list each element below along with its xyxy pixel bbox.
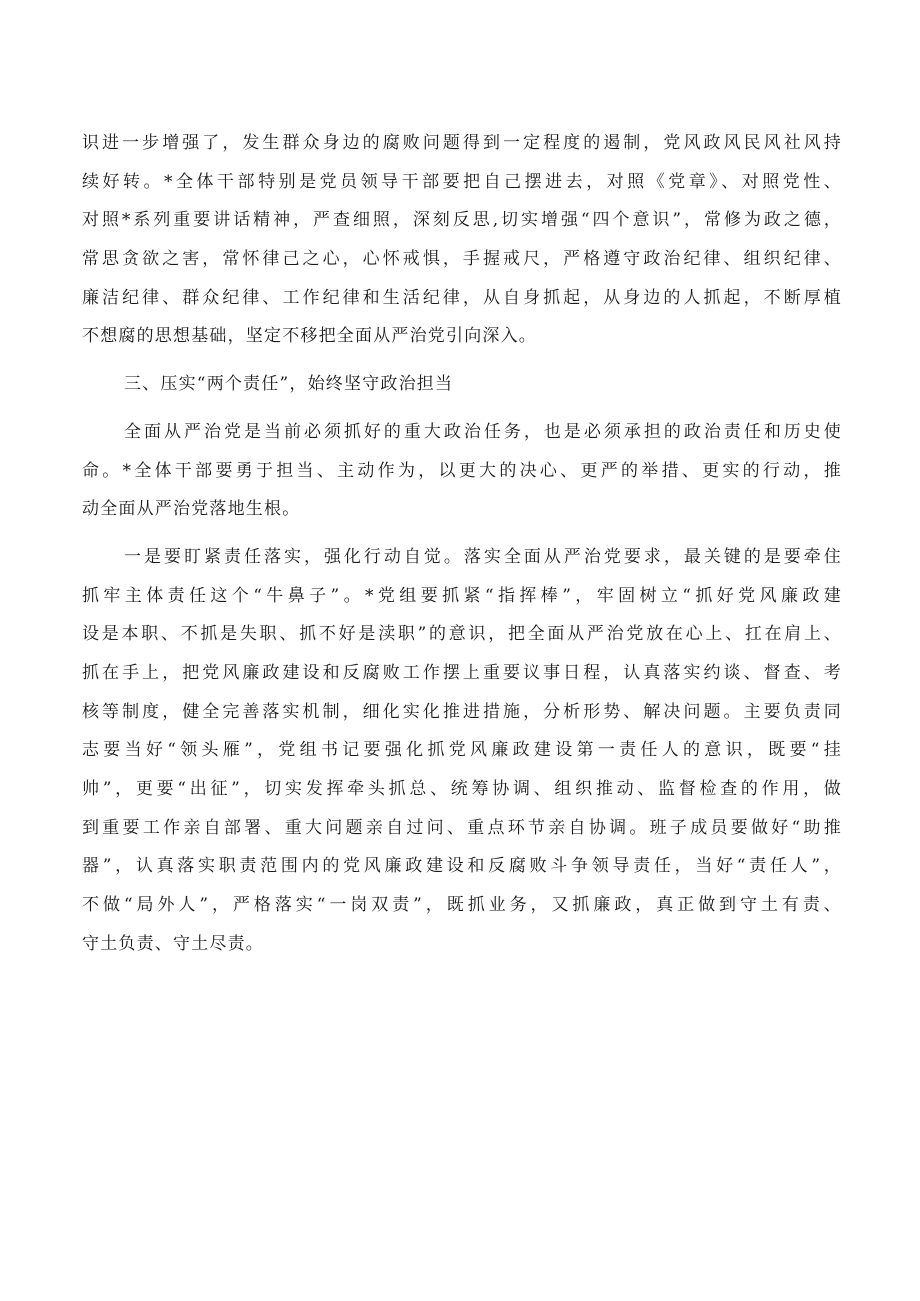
- paragraph: [82, 538, 842, 964]
- text-line: 一是要盯紧责任落实，强化行动自觉。落实全面从严治党要求，最关键的是要牵住: [124, 546, 842, 567]
- text-line: 命。*全体干部要勇于担当、主动作为，以更大的决心、更严的举措、更实的行动，推: [82, 460, 842, 481]
- text-line: 抓牢主体责任这个“牛鼻子”。*党组要抓紧“指挥棒”，牢固树立“抓好党风廉政建: [82, 585, 842, 606]
- text-line: 全面从严治党是当前必须抓好的重大政治任务，也是必须承担的政治责任和历史使: [124, 421, 842, 442]
- text-line: 不做“局外人”，严格落实“一岗双责”，既抓业务，又抓廉政，真正做到守土有责、: [82, 895, 842, 916]
- text-line: 廉洁纪律、群众纪律、工作纪律和生活纪律，从自身抓起，从身边的人抓起，不断厚植: [82, 287, 842, 308]
- text-line: 动全面从严治党落地生根。: [82, 499, 301, 520]
- text-line: 常思贪欲之害，常怀律己之心，心怀戒惧，手握戒尺，严格遵守政治纪律、组织纪律、: [82, 249, 842, 270]
- text-line: 设是本职、不抓是失职、抓不好是渎职”的意识，把全面从严治党放在心上、扛在肩上、: [82, 624, 842, 645]
- text-line: 对照*系列重要讲话精神，严查细照，深刻反思,切实增强“四个意识”，常修为政之德，: [82, 210, 842, 231]
- paragraph: [82, 124, 842, 356]
- text-line: 器”，认真落实职责范围内的党风廉政建设和反腐败斗争领导责任，当好“责任人”，: [82, 856, 842, 877]
- text-line: 帅”，更要“出征”，切实发挥牵头抓总、统筹协调、组织推动、监督检查的作用，做: [82, 779, 842, 799]
- text-line: 志要当好“领头雁”，党组书记要强化抓党风廉政建设第一责任人的意识，既要“挂: [82, 740, 842, 761]
- text-line: 三、压实“两个责任”，始终坚守政治担当: [124, 374, 454, 395]
- paragraph-gap: [82, 356, 842, 365]
- document-body: [82, 124, 842, 963]
- paragraph-gap: [82, 529, 842, 538]
- text-line: 识进一步增强了，发生群众身边的腐败问题得到一定程度的遏制，党风政风民风社风持: [82, 133, 842, 153]
- text-line: 核等制度，健全完善落实机制，细化实化推进措施，分析形势、解决问题。主要负责同: [82, 701, 842, 722]
- text-line: 守土负责、守土尽责。: [82, 933, 264, 954]
- section-heading: [82, 365, 842, 404]
- text-line: 到重要工作亲自部署、重大问题亲自过问、重点环节亲自协调。班子成员要做好“助推: [82, 817, 842, 838]
- text-line: 不想腐的思想基础，坚定不移把全面从严治党引向深入。: [82, 326, 537, 347]
- text-line: 续好转。*全体干部特别是党员领导干部要把自己摆进去，对照《党章》、对照党性、: [82, 171, 842, 192]
- text-line: 抓在手上，把党风廉政建设和反腐败工作摆上重要议事日程，认真落实约谈、督查、考: [82, 662, 842, 683]
- paragraph-gap: [82, 404, 842, 413]
- paragraph: [82, 413, 842, 529]
